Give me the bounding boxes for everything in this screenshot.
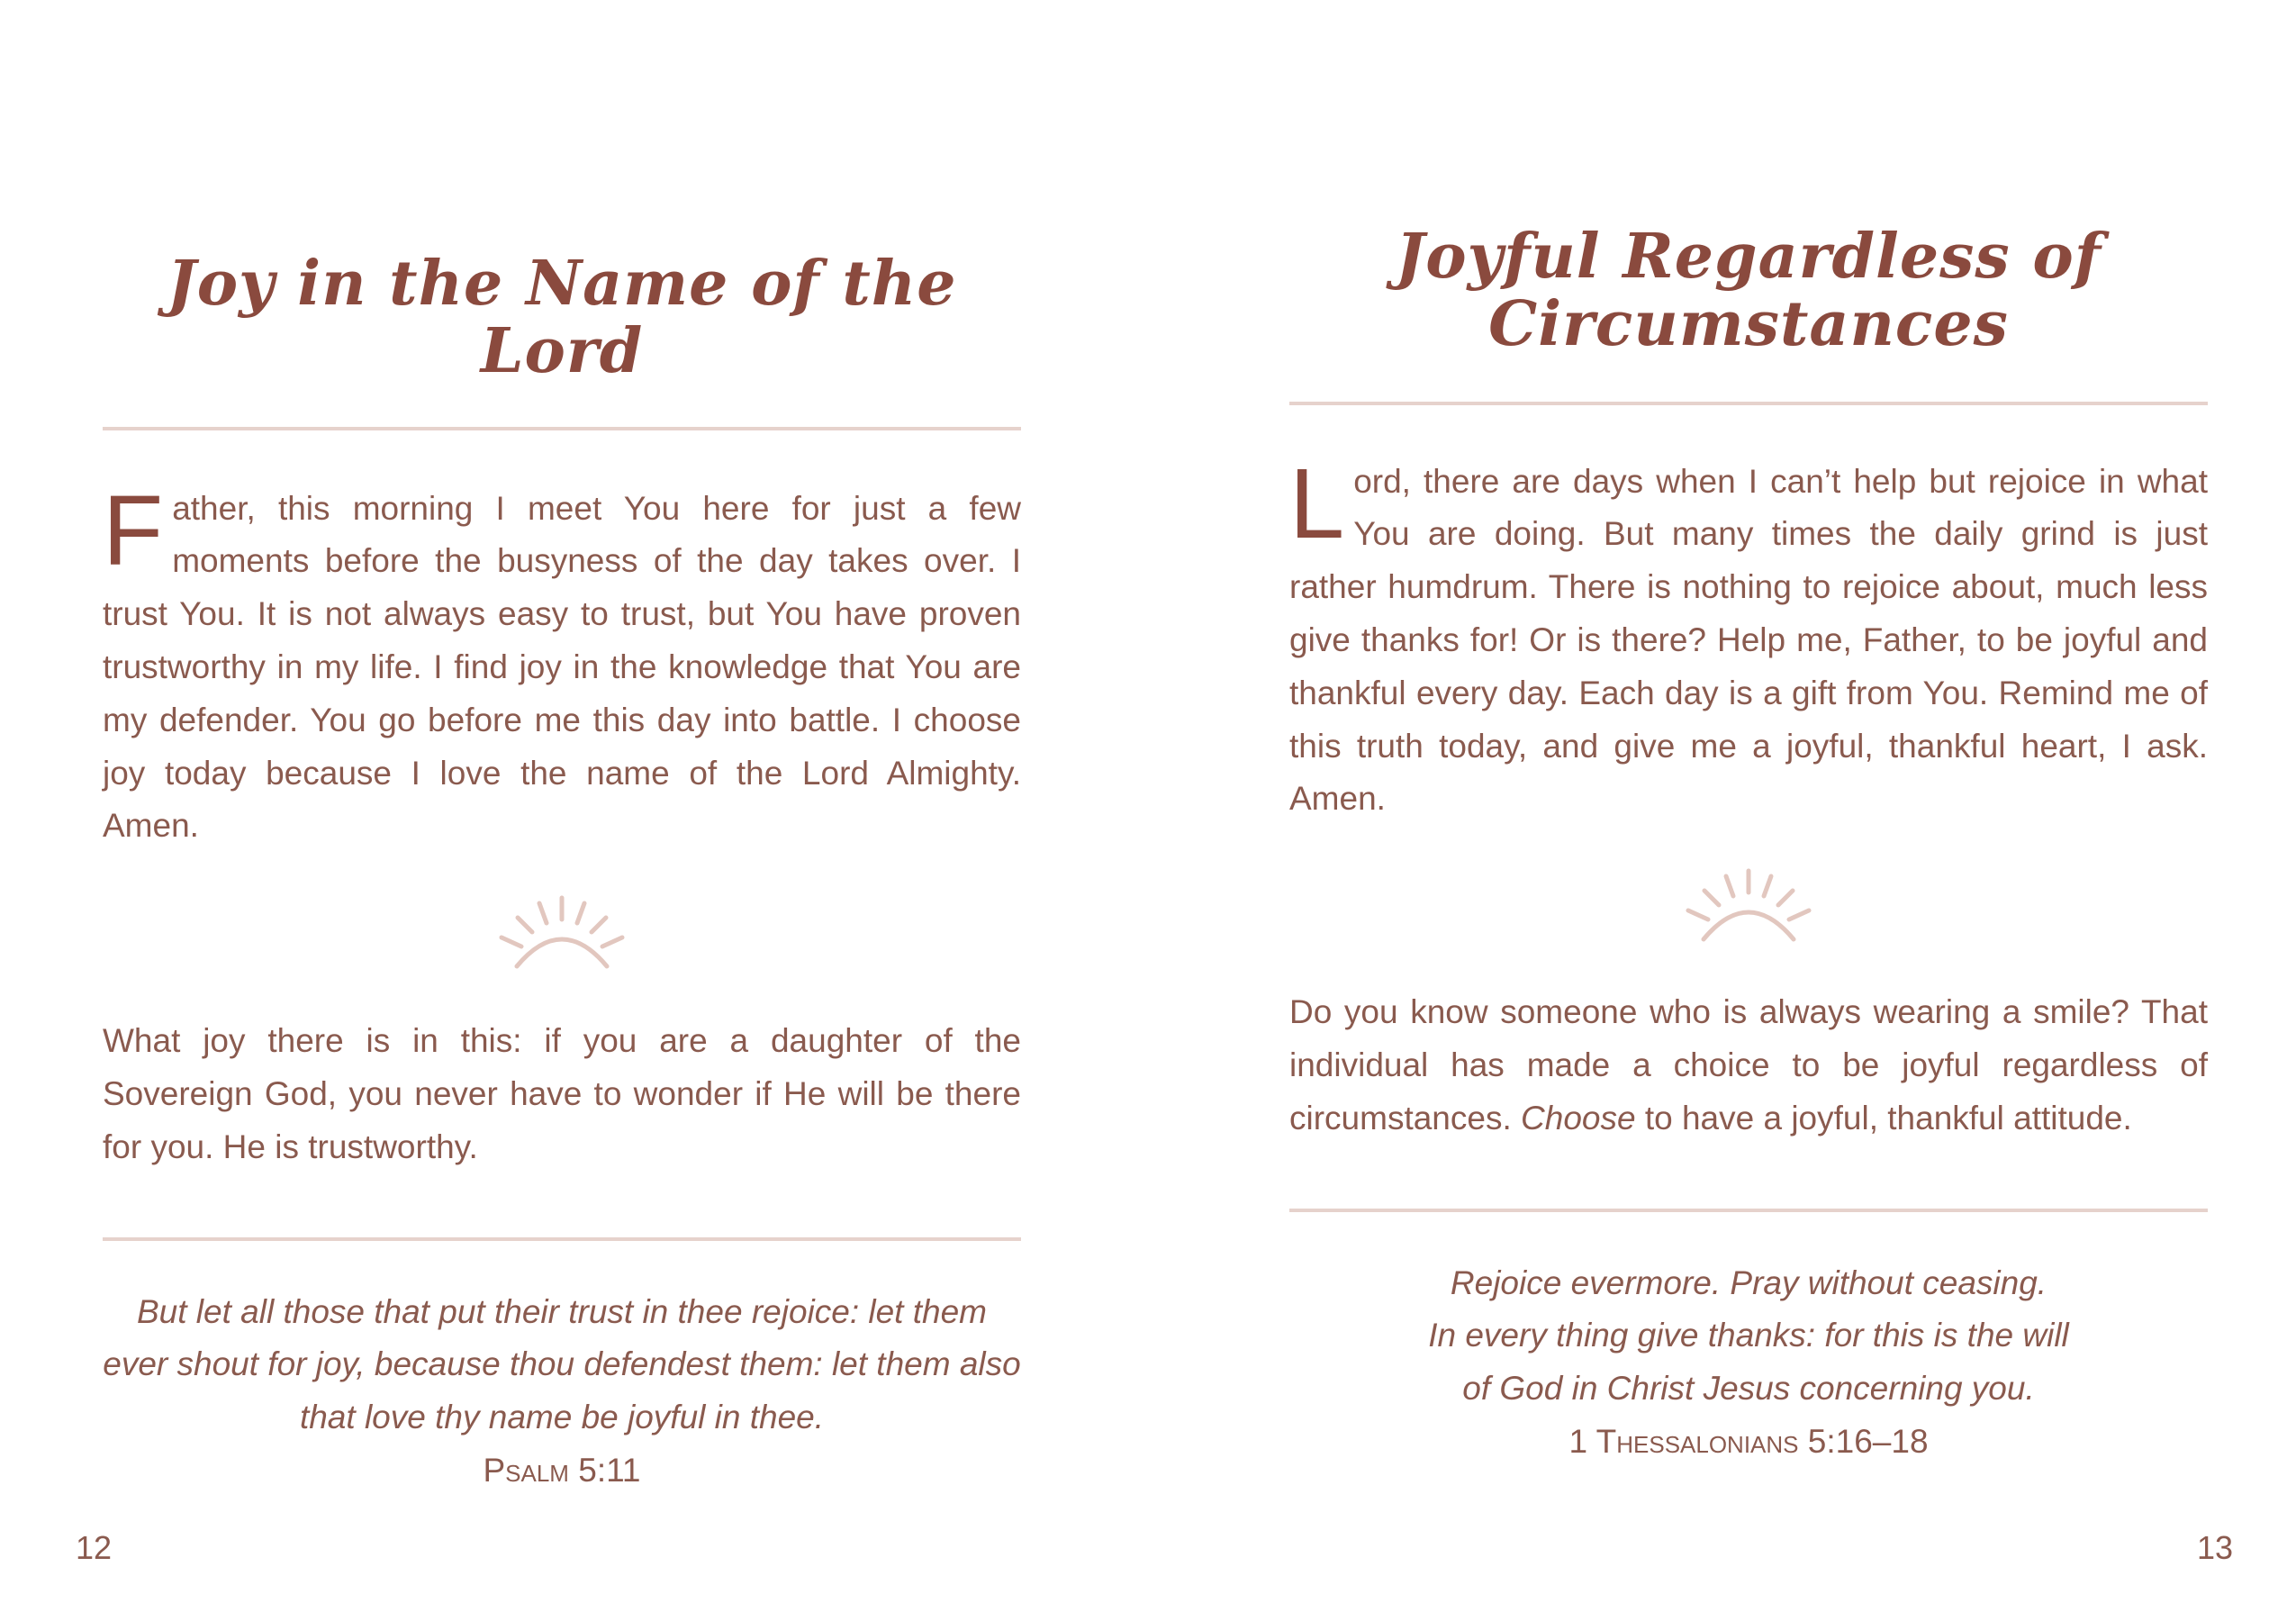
verse-line: In every thing give thanks: for this is the will [1428, 1317, 2069, 1354]
drop-cap: F [103, 475, 164, 586]
scripture-verse [1289, 1257, 2208, 1416]
prayer-text [103, 475, 1021, 854]
title-divider [103, 427, 1021, 430]
page-title: Joy in the Name of the Lord [167, 248, 957, 387]
reflection-text [1289, 986, 2208, 1145]
page-title: Joyful Regardless of Circumstances [1396, 221, 2102, 360]
verse-line: Rejoice evermore. Pray without ceasing. [1450, 1263, 2047, 1301]
drop-cap: L [1289, 448, 1345, 559]
left-page [103, 0, 1021, 1621]
scripture-verse: But let all those that put their trust in thee rejoice: let them ever shout for joy, because thou defendest them: let them also that love thy name be joyful in thee. [103, 1292, 1021, 1436]
scripture-citation: Psalm 5:11 [483, 1451, 641, 1489]
reflection-text: What joy there is in this: if you are a daughter of the Sovereign God, you never have to wonder if He will be there for you. He is trustworthy. [103, 1022, 1021, 1165]
verse-divider [1289, 1209, 2208, 1212]
right-page [1289, 0, 2208, 1621]
prayer-body: ord, there are days when I can’t help but rejoice in what You are doing. But many times the daily grind is just rather humdrum. There is nothing to rejoice about, much less give thanks for! Or is there? Help me, Father, to be joyful and thankful every day. Each day is a gift from You. Remind me of this truth today, and give me a joyful, thankful heart, I ask. Amen. [1289, 462, 2208, 818]
prayer-text [1289, 448, 2208, 827]
page-number: 12 [76, 1529, 113, 1566]
verse-line: of God in Christ Jesus concerning you. [1462, 1370, 2035, 1408]
title-divider [1289, 402, 2208, 405]
page-number: 13 [2197, 1529, 2234, 1566]
reflection-part: to have a joyful, thankful attitude. [1635, 1099, 2132, 1137]
sun-icon [1681, 867, 1816, 948]
sun-icon [494, 894, 629, 975]
prayer-body: ather, this morning I meet You here for just a few moments before the busyness of the day takes over. I trust You. It is not always easy to trust, but You have proven trustworthy in my life. I find joy in the knowledge that You are my defender. You go before me this day into battle. I choose joy today because I love the name of the Lord Almighty. Amen. [103, 489, 1021, 845]
scripture-citation: 1 Thessalonians 5:16–18 [1568, 1422, 1929, 1460]
verse-divider [103, 1237, 1021, 1241]
reflection-part: Do you know someone who is always wearing a smile? That individual has made a choice to be joyful regardless of circumstances. [1289, 993, 2208, 1137]
reflection-emphasis: Choose [1521, 1099, 1636, 1137]
